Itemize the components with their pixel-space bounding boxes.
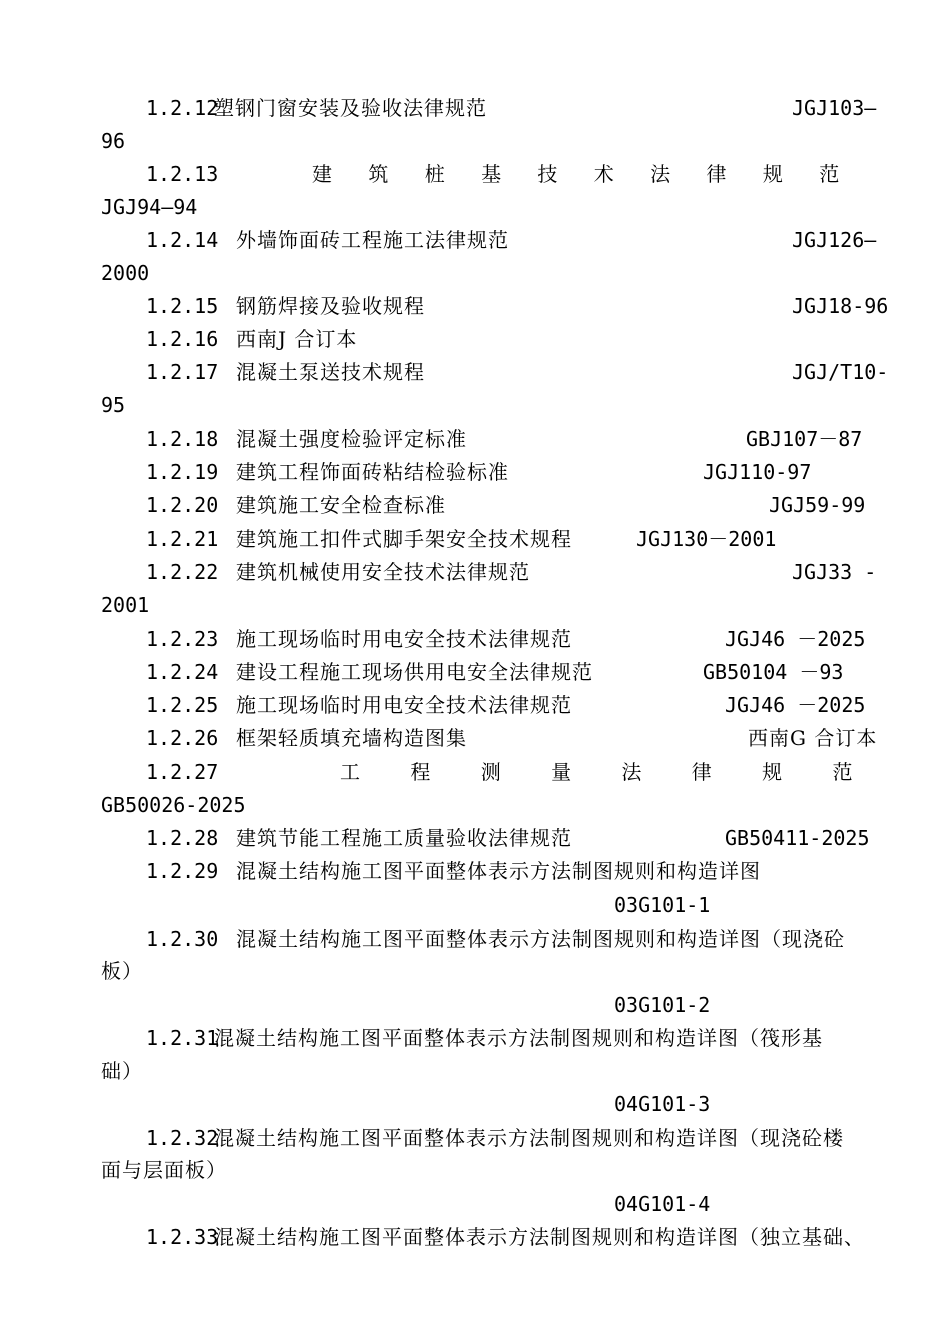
item-number: 1.2.14: [146, 228, 219, 252]
item-code: JGJ59-99: [769, 493, 866, 517]
item-title: 混凝土结构施工图平面整体表示方法制图规则和构造详图（现浇砼楼: [214, 1126, 844, 1150]
item-title: 建筑施工安全检查标准: [236, 493, 446, 517]
item-code: JGJ103—: [792, 96, 877, 120]
item-code: 03G101-2: [614, 993, 711, 1017]
item-code: JGJ/T10-: [792, 360, 889, 384]
item-title: 混凝土结构施工图平面整体表示方法制图规则和构造详图: [236, 859, 761, 883]
item-number: 1.2.25: [146, 693, 219, 717]
item-number: 1.2.30: [146, 927, 219, 951]
item-number: 1.2.24: [146, 660, 219, 684]
item-title: 施工现场临时用电安全技术法律规范: [236, 627, 572, 651]
item-title: 钢筋焊接及验收规程: [236, 294, 425, 318]
item-code: GB50411-2025: [725, 826, 870, 850]
item-code: GBJ107－87: [746, 427, 863, 451]
item-title: 建筑节能工程施工质量验收法律规范: [236, 826, 572, 850]
item-code: 03G101-1: [614, 893, 711, 917]
item-title: 建筑机械使用安全技术法律规范: [236, 560, 530, 584]
item-code: 04G101-4: [614, 1192, 711, 1216]
item-number: 1.2.31: [146, 1026, 219, 1050]
item-title: 建 筑 桩 基 技 术 法 律 规 范: [312, 162, 855, 186]
item-title: 建设工程施工现场供用电安全法律规范: [236, 660, 593, 684]
item-code: JGJ46 －2025: [725, 693, 866, 717]
item-title: 施工现场临时用电安全技术法律规范: [236, 693, 572, 717]
item-code: GB50104 －93: [703, 660, 844, 684]
item-number: 1.2.21: [146, 527, 219, 551]
item-number: 1.2.15: [146, 294, 219, 318]
item-code: JGJ46 －2025: [725, 627, 866, 651]
item-title: 混凝土泵送技术规程: [236, 360, 425, 384]
item-title: 外墙饰面砖工程施工法律规范: [236, 228, 509, 252]
item-title: 建筑工程饰面砖粘结检验标准: [236, 460, 509, 484]
item-number: 1.2.29: [146, 859, 219, 883]
item-number: 1.2.23: [146, 627, 219, 651]
item-wrap: 础）: [101, 1059, 143, 1083]
item-title: 框架轻质填充墙构造图集: [236, 726, 467, 750]
item-title: 西南J 合订本: [236, 327, 358, 351]
item-number: 1.2.12: [146, 96, 219, 120]
item-number: 1.2.19: [146, 460, 219, 484]
item-wrap: 95: [101, 393, 126, 417]
item-number: 1.2.28: [146, 826, 219, 850]
item-code: 西南G 合订本: [748, 726, 878, 750]
item-title: 工 程 测 量 法 律 规 范: [340, 760, 875, 784]
item-title: 建筑施工扣件式脚手架安全技术规程: [236, 527, 572, 551]
item-number: 1.2.20: [146, 493, 219, 517]
item-wrap: 2000: [101, 261, 150, 285]
item-title: 混凝土结构施工图平面整体表示方法制图规则和构造详图（独立基础、: [214, 1225, 865, 1249]
item-number: 1.2.32: [146, 1126, 219, 1150]
item-number: 1.2.17: [146, 360, 219, 384]
item-number: 1.2.22: [146, 560, 219, 584]
item-code: JGJ126—: [792, 228, 877, 252]
item-title: 塑钢门窗安装及验收法律规范: [214, 96, 487, 120]
item-title: 混凝土结构施工图平面整体表示方法制图规则和构造详图（筏形基: [214, 1026, 823, 1050]
item-wrap: 板）: [101, 959, 143, 983]
item-number: 1.2.16: [146, 327, 219, 351]
item-wrap: JGJ94—94: [101, 195, 198, 219]
item-code: JGJ110-97: [703, 460, 812, 484]
item-title: 混凝土结构施工图平面整体表示方法制图规则和构造详图（现浇砼: [236, 927, 845, 951]
item-title: 混凝土强度检验评定标准: [236, 427, 467, 451]
item-number: 1.2.27: [146, 760, 219, 784]
item-wrap: 2001: [101, 593, 150, 617]
item-number: 1.2.13: [146, 162, 219, 186]
item-number: 1.2.18: [146, 427, 219, 451]
item-code: JGJ130－2001: [636, 527, 777, 551]
item-code: JGJ33 -: [792, 560, 877, 584]
item-code: JGJ18-96: [792, 294, 889, 318]
item-wrap: 面与层面板）: [101, 1158, 227, 1182]
item-number: 1.2.26: [146, 726, 219, 750]
item-wrap: GB50026-2025: [101, 793, 246, 817]
item-code: 04G101-3: [614, 1092, 711, 1116]
item-number: 1.2.33: [146, 1225, 219, 1249]
item-wrap: 96: [101, 129, 126, 153]
